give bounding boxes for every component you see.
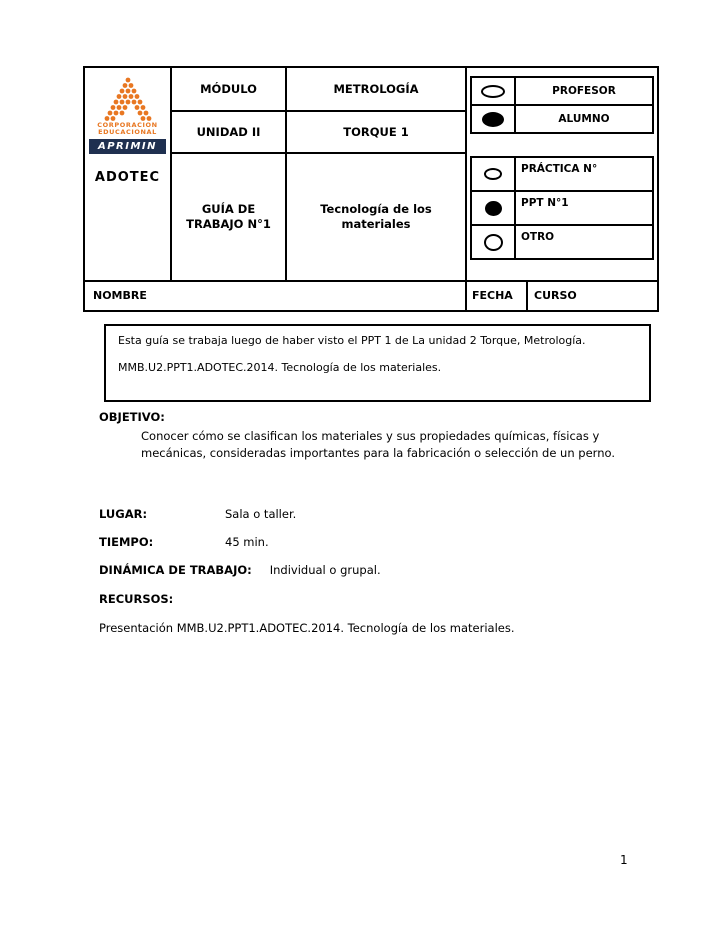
- practica-radio-icon: [484, 168, 502, 180]
- logo-org-line2: EDUCACIONAL: [98, 128, 157, 137]
- lugar-label: LUGAR:: [99, 507, 148, 521]
- tiempo-value: 45 min.: [225, 535, 269, 549]
- alumno-radio-icon: [482, 112, 504, 127]
- guia-value-cell: Tecnología de los materiales: [287, 154, 467, 280]
- modulo-label-cell: MÓDULO: [172, 68, 287, 112]
- curso-field-cell: CURSO: [528, 280, 657, 310]
- profesor-circle-cell: [472, 78, 516, 104]
- role-options-table: [470, 76, 654, 134]
- recursos-text: Presentación MMB.U2.PPT1.ADOTEC.2014. Tecnología de los materiales.: [99, 621, 515, 635]
- option-row-alumno: [472, 106, 652, 132]
- fecha-field-cell: FECHA: [467, 280, 528, 310]
- objetivo-text: Conocer cómo se clasifican los materiales y sus propiedades químicas, físicas y mecánicas, consideradas importantes para la fabricación o selección de un perno.: [141, 429, 615, 460]
- doc-options-table: [470, 156, 654, 260]
- unidad-value-cell: TORQUE 1: [287, 112, 467, 154]
- page-number: 1: [620, 853, 628, 867]
- header-table: [83, 66, 659, 312]
- option-row-ppt: [472, 192, 652, 226]
- practica-circle-cell: [472, 158, 516, 190]
- intro-line1: Esta guía se trabaja luego de haber visto el PPT 1 de La unidad 2 Torque, Metrología.: [118, 334, 586, 347]
- dinamica-label: DINÁMICA DE TRABAJO:: [99, 563, 252, 577]
- logo-org-line1: CORPORACION: [97, 121, 158, 129]
- profesor-label: PROFESOR: [552, 85, 616, 97]
- ppt-label: PPT N°1: [521, 197, 569, 209]
- ppt-radio-icon: [485, 201, 502, 216]
- tiempo-row: [99, 535, 269, 549]
- dinamica-value: Individual o grupal.: [269, 563, 381, 577]
- aprimin-dots-icon: [100, 76, 156, 122]
- option-row-otro: [472, 226, 652, 258]
- nombre-field-cell: NOMBRE: [85, 280, 467, 310]
- dinamica-row: [99, 563, 381, 577]
- tiempo-label: TIEMPO:: [99, 535, 154, 549]
- lugar-value: Sala o taller.: [225, 507, 297, 521]
- alumno-circle-cell: [472, 106, 516, 132]
- objetivo-heading: OBJETIVO:: [99, 410, 165, 424]
- profesor-radio-icon: [481, 85, 505, 98]
- option-row-practica: [472, 158, 652, 192]
- otro-radio-icon: [484, 234, 503, 251]
- logo-institution: ADOTEC: [94, 169, 161, 185]
- option-row-profesor: [472, 78, 652, 106]
- alumno-label: ALUMNO: [558, 113, 610, 125]
- guia-label-cell: GUÍA DE TRABAJO N°1: [172, 154, 287, 280]
- intro-line2: MMB.U2.PPT1.ADOTEC.2014. Tecnología de los materiales.: [118, 360, 442, 374]
- unidad-label-cell: UNIDAD II: [172, 112, 287, 154]
- otro-label: OTRO: [521, 231, 555, 243]
- ppt-circle-cell: [472, 192, 516, 224]
- logo-cell: [85, 68, 172, 280]
- intro-box: [104, 324, 651, 402]
- modulo-value-cell: METROLOGÍA: [287, 68, 467, 112]
- practica-label: PRÁCTICA N°: [521, 163, 598, 175]
- otro-circle-cell: [472, 226, 516, 258]
- logo-brand: APRIMIN: [89, 139, 166, 154]
- lugar-row: [99, 507, 296, 521]
- recursos-heading: RECURSOS:: [99, 592, 174, 606]
